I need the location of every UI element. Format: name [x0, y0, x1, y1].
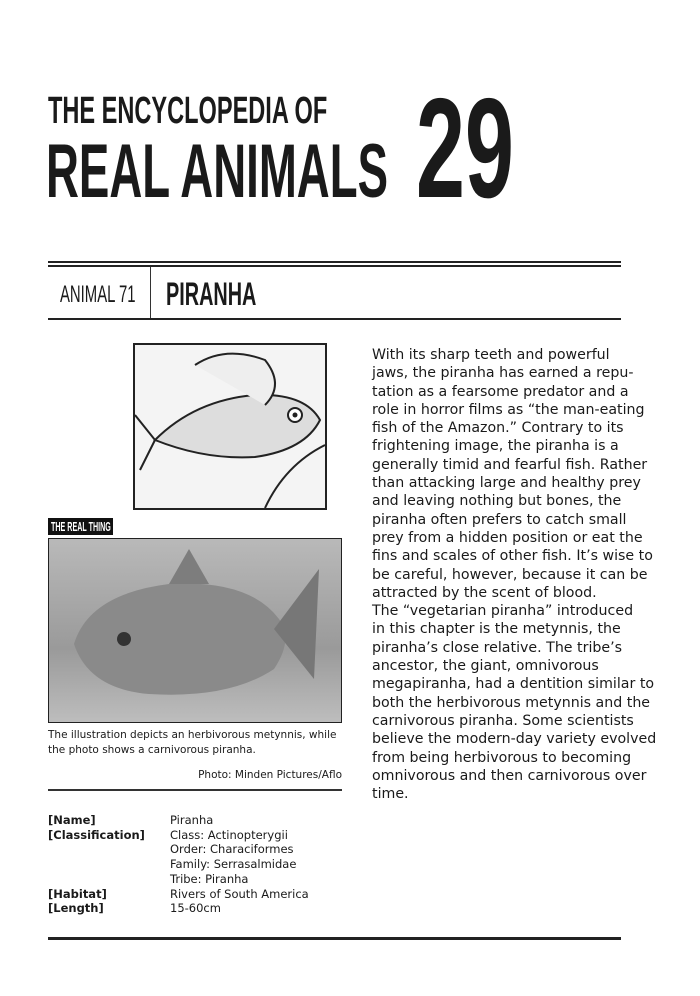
body-line: prey from a hidden position or eat the — [372, 529, 643, 546]
spec-value: Class: Actinopterygii — [170, 827, 288, 842]
body-line: omnivorous and then carnivorous over — [372, 767, 647, 784]
body-line: from being herbivorous to becoming — [372, 749, 632, 766]
spec-values — [170, 813, 309, 916]
body-line: time. — [372, 786, 409, 803]
spec-value: Tribe: Piranha — [170, 871, 249, 886]
body-line: megapiranha, had a dentition similar to — [372, 676, 655, 693]
photo-caption: The illustration depicts an herbivorous metynnis, while the photo shows a carnivorous piranha. — [48, 729, 337, 756]
body-line: than attacking large and healthy prey — [372, 475, 641, 492]
body-line: attracted by the scent of blood. — [372, 584, 597, 601]
body-text — [372, 346, 656, 803]
real-thing-tag — [48, 518, 113, 535]
body-line: fish of the Amazon.” Contrary to its — [372, 420, 624, 437]
spec-label-spacer — [48, 842, 145, 886]
body-line: believe the modern-day variety evolved — [372, 731, 657, 748]
body-line: in this chapter is the metynnis, the — [372, 621, 621, 638]
spec-value: Order: Characiformes — [170, 842, 294, 857]
body-line: role in horror films as “the man-eating — [372, 401, 645, 418]
spec-label: [Habitat] — [48, 886, 107, 901]
real-thing-label: THE REAL THING — [51, 519, 111, 534]
spec-value: 15-60cm — [170, 901, 221, 916]
body-line: piranha’s close relative. The tribe’s — [372, 639, 623, 656]
body-line: frightening image, the piranha is a — [372, 438, 619, 455]
volume-number: 29 — [416, 69, 514, 228]
piranha-photo-icon — [49, 539, 342, 723]
body-line: and leaving nothing but bones, the — [372, 493, 622, 510]
divider-bottom — [48, 937, 621, 940]
header-divider — [150, 267, 151, 318]
body-line: piranha often prefers to catch small — [372, 511, 627, 528]
body-line: tation as a fearsome predator and a — [372, 383, 629, 400]
spec-label: [Name] — [48, 813, 96, 827]
manga-illustration — [133, 343, 327, 510]
spec-value: Family: Serrasalmidae — [170, 857, 297, 872]
body-line: fins and scales of other fish. It’s wise to — [372, 548, 653, 565]
body-line: carnivorous piranha. Some scientists — [372, 712, 634, 729]
body-line: generally timid and fearful fish. Rather — [372, 456, 648, 473]
spec-label: [Length] — [48, 901, 104, 916]
body-line: ancestor, the giant, omnivorous — [372, 658, 599, 675]
divider-top-thin — [48, 265, 621, 267]
spec-value: Piranha — [170, 813, 214, 827]
animal-number: ANIMAL 71 — [60, 281, 136, 308]
spec-value: Rivers of South America — [170, 886, 309, 901]
animal-name: PIRANHA — [166, 276, 257, 312]
spec-labels — [48, 813, 145, 916]
divider-top — [48, 261, 621, 263]
spec-label: [Classification] — [48, 827, 145, 842]
body-line: The “vegetarian piranha” introduced — [372, 603, 634, 620]
series-title-line2: REAL ANIMALS — [46, 129, 388, 214]
divider-credit — [48, 789, 342, 791]
piranha-photo — [48, 538, 342, 723]
body-line: both the herbivorous metynnis and the — [372, 694, 651, 711]
divider-header-bottom — [48, 318, 621, 320]
fish-drawing-icon — [135, 345, 325, 508]
photo-credit: Photo: Minden Pictures/Aflo — [198, 769, 342, 781]
body-line: jaws, the piranha has earned a repu- — [372, 365, 634, 382]
series-title-line1: THE ENCYCLOPEDIA OF — [48, 90, 328, 132]
body-line: be careful, however, because it can be — [372, 566, 648, 583]
body-line: With its sharp teeth and powerful — [372, 347, 610, 363]
